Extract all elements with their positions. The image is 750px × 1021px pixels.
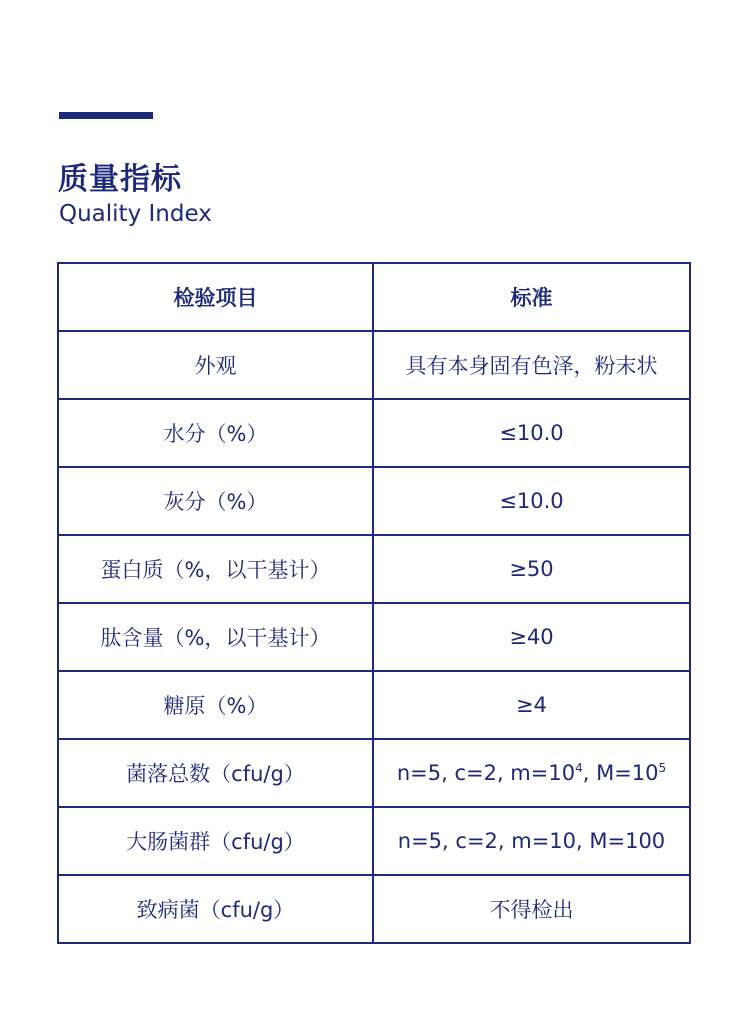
standard-cell: ≥40 xyxy=(373,603,690,671)
table-row xyxy=(58,671,690,739)
standard-cell: ≤10.0 xyxy=(373,467,690,535)
item-cell: 致病菌（cfu/g） xyxy=(58,875,373,943)
item-cell: 外观 xyxy=(58,331,373,399)
item-cell: 灰分（%） xyxy=(58,467,373,535)
page-subtitle: Quality Index xyxy=(59,201,212,227)
exponent: 5 xyxy=(658,761,667,775)
table-row xyxy=(58,807,690,875)
item-cell: 大肠菌群（cfu/g） xyxy=(58,807,373,875)
item-cell: 水分（%） xyxy=(58,399,373,467)
standard-text-part: n=5, c=2, m=10 xyxy=(396,761,576,785)
standard-cell: 具有本身固有色泽，粉末状 xyxy=(373,331,690,399)
table-header-row xyxy=(58,263,690,331)
item-cell: 肽含量（%，以干基计） xyxy=(58,603,373,671)
table-row xyxy=(58,875,690,943)
standard-cell xyxy=(373,739,690,807)
table-row xyxy=(58,399,690,467)
header-inspection-item: 检验项目 xyxy=(58,263,373,331)
accent-bar xyxy=(59,112,153,119)
item-cell: 糖原（%） xyxy=(58,671,373,739)
table-row xyxy=(58,467,690,535)
header-standard: 标准 xyxy=(373,263,690,331)
standard-cell: n=5, c=2, m=10, M=100 xyxy=(373,807,690,875)
item-cell: 菌落总数（cfu/g） xyxy=(58,739,373,807)
table-row xyxy=(58,739,690,807)
standard-cell: 不得检出 xyxy=(373,875,690,943)
standard-cell: ≤10.0 xyxy=(373,399,690,467)
exponent: 4 xyxy=(575,761,583,775)
standard-cell: ≥50 xyxy=(373,535,690,603)
table-row xyxy=(58,535,690,603)
item-cell: 蛋白质（%，以干基计） xyxy=(58,535,373,603)
page-title: 质量指标 xyxy=(58,162,182,197)
standard-text-part: , M=10 xyxy=(582,761,659,785)
quality-index-table xyxy=(57,262,691,944)
table-row xyxy=(58,331,690,399)
standard-cell: ≥4 xyxy=(373,671,690,739)
table-row xyxy=(58,603,690,671)
